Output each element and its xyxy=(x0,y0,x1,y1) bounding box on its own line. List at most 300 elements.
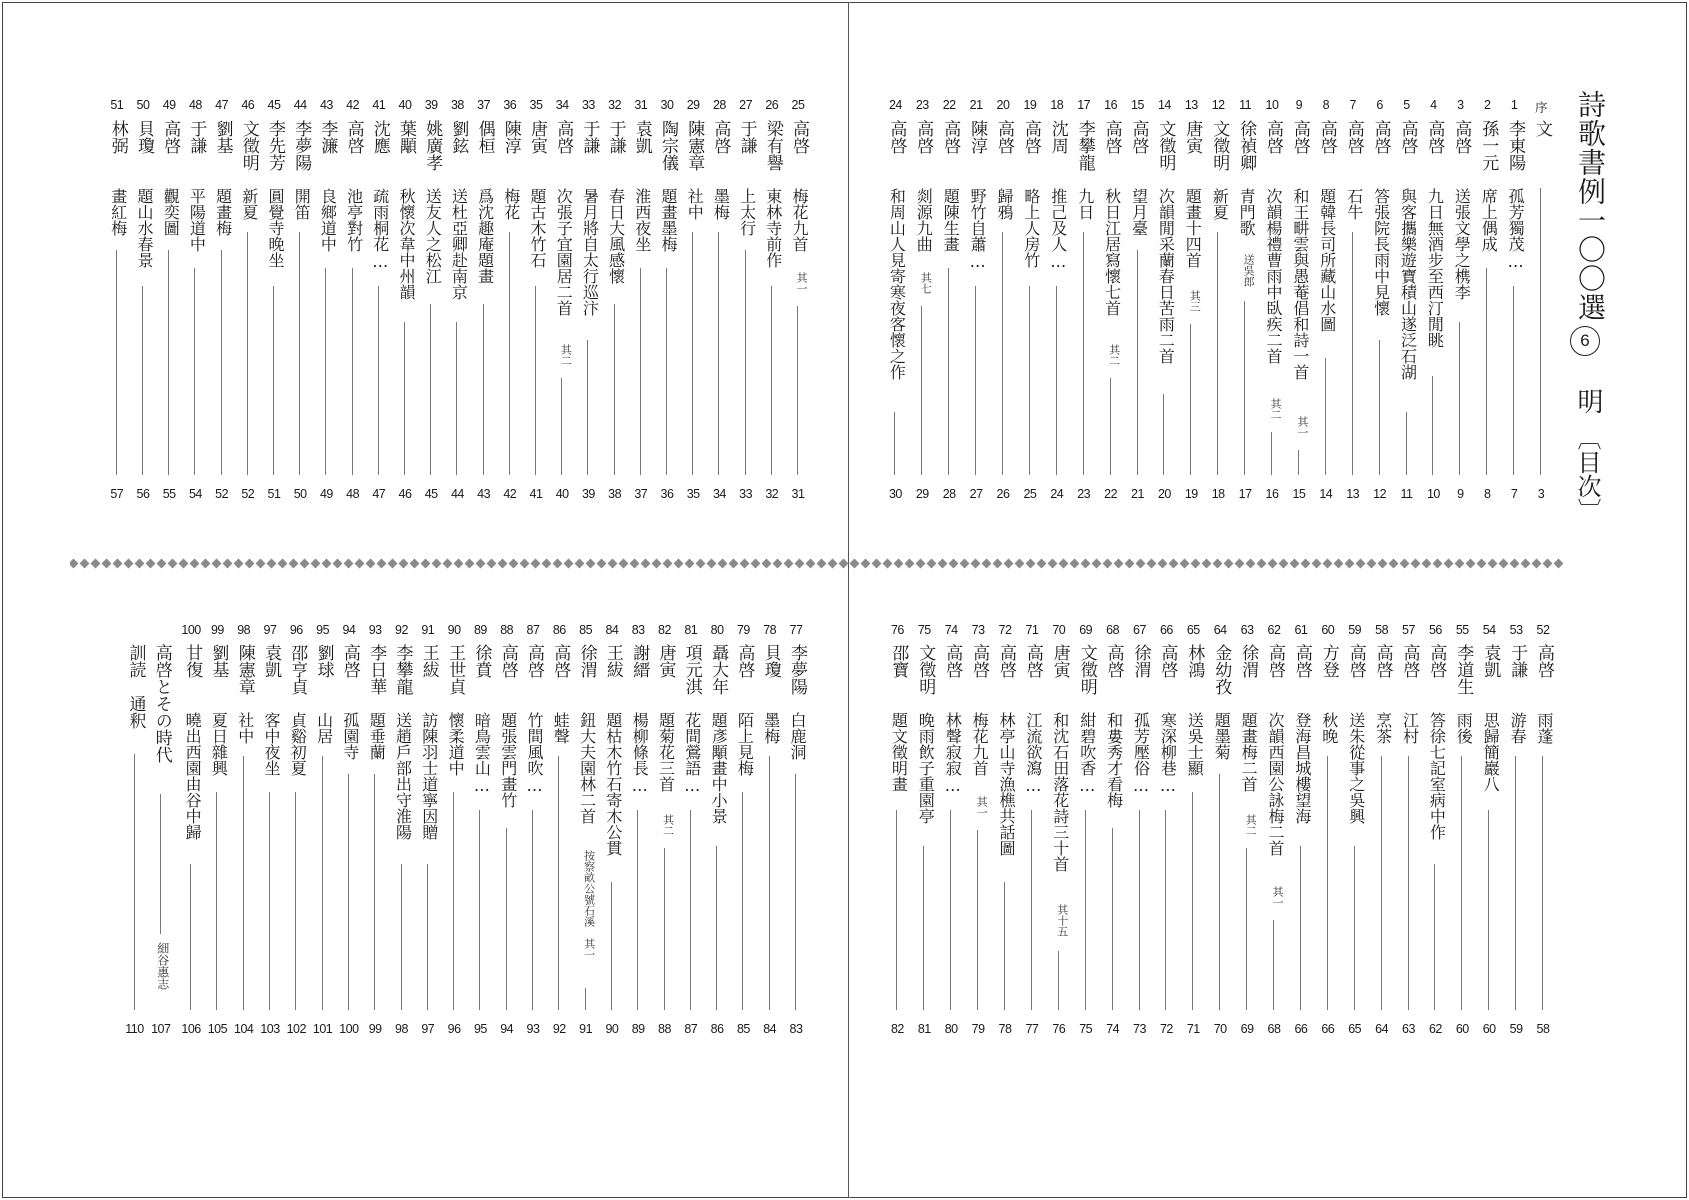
entry-author: 梁有譽 xyxy=(762,120,783,171)
entry-title: 孤芳壓俗… xyxy=(1131,712,1151,795)
entry-page: 24 xyxy=(1050,487,1064,501)
entry-title: 席上偶成 xyxy=(1479,188,1499,252)
entry-page: 41 xyxy=(529,487,543,501)
dot-leader xyxy=(1381,756,1382,1010)
entry-number: 43 xyxy=(319,98,333,112)
entry-title: 送張文學之槜李 xyxy=(1452,188,1472,300)
entry-author: 邵亨貞 xyxy=(287,644,308,695)
entry-number: 71 xyxy=(1025,623,1039,637)
entry-page: 8 xyxy=(1483,487,1491,501)
toc-entry[interactable] xyxy=(180,0,202,1200)
entry-author: 陳淳 xyxy=(500,120,521,154)
entry-author: 高啓 xyxy=(942,644,963,678)
entry-title: 林亭山寺漁樵共話圖 xyxy=(997,712,1016,856)
entry-author: 葉顒 xyxy=(396,120,416,154)
entry-page: 88 xyxy=(658,1022,671,1036)
entry-author: 李先芳 xyxy=(265,120,285,171)
entry-author: 李道生 xyxy=(1453,644,1474,695)
dot-leader xyxy=(190,864,191,1010)
entry-page: 81 xyxy=(917,1022,931,1036)
dot-leader xyxy=(1461,756,1462,1010)
entry-note: 其一 xyxy=(975,796,989,818)
entry-title: 社中 xyxy=(685,188,705,220)
entry-author: 高啓 xyxy=(1291,644,1312,678)
entry-page: 28 xyxy=(942,487,956,501)
entry-number: 94 xyxy=(342,623,356,637)
toc-entry[interactable] xyxy=(1048,0,1070,1200)
entry-page: 10 xyxy=(1426,487,1440,501)
entry-number: 1 xyxy=(1510,98,1518,112)
toc-entry[interactable] xyxy=(206,0,228,1200)
entry-author: 高啓 xyxy=(1103,644,1124,678)
entry-number: 70 xyxy=(1052,623,1066,637)
toc-entry[interactable] xyxy=(1155,0,1177,1200)
entry-number: 48 xyxy=(188,98,202,112)
entry-author: 王紱 xyxy=(602,644,623,678)
entry-author: 偶桓 xyxy=(474,120,495,154)
entry-author: 高啓 xyxy=(1534,644,1554,678)
entry-author: 高啓 xyxy=(1157,644,1178,678)
entry-author: 甘復 xyxy=(182,644,203,678)
dot-leader xyxy=(1273,920,1274,1010)
entry-number: 44 xyxy=(293,98,307,112)
entry-title: 與客攜樂遊寶積山遂泛石湖 xyxy=(1398,188,1418,380)
dot-leader xyxy=(716,846,717,1010)
entry-author: 高啓 xyxy=(734,644,755,678)
toc-entry[interactable] xyxy=(1021,0,1043,1200)
toc-entry[interactable] xyxy=(124,0,146,1200)
entry-title: 客中夜坐 xyxy=(262,712,281,776)
toc-entry[interactable] xyxy=(785,0,807,1200)
entry-title: 開笛 xyxy=(292,188,312,220)
toc-entry[interactable] xyxy=(391,0,413,1200)
entry-title: 送朱從事之吳興 xyxy=(1346,712,1366,824)
toc-entry[interactable] xyxy=(522,0,544,1200)
toc-entry[interactable] xyxy=(680,0,705,1200)
toc-entry[interactable] xyxy=(759,0,781,1200)
toc-entry[interactable] xyxy=(1075,0,1097,1200)
entry-author: 袁凱 xyxy=(261,644,281,678)
entry-note: 其二 xyxy=(559,344,573,366)
toc-entry[interactable] xyxy=(1290,0,1312,1200)
entry-title: 梅花九首 xyxy=(970,712,990,776)
entry-number: 98 xyxy=(237,623,251,637)
entry-number: 12 xyxy=(1211,98,1225,112)
entry-page: 58 xyxy=(1536,1022,1550,1036)
entry-author: 高啓 xyxy=(1101,120,1122,154)
toc-entry[interactable] xyxy=(1182,0,1204,1200)
divider-diamond xyxy=(861,559,871,569)
dot-leader xyxy=(479,810,480,1010)
entry-author: 李夢陽 xyxy=(291,120,312,171)
toc-entry[interactable] xyxy=(1371,0,1393,1200)
entry-number: 33 xyxy=(581,98,595,112)
entry-page: 93 xyxy=(526,1022,540,1036)
entry-title: 寒深柳巷… xyxy=(1158,712,1178,795)
entry-number: 4 xyxy=(1430,98,1437,112)
dot-leader xyxy=(1300,846,1301,1010)
entry-number: 38 xyxy=(450,98,464,112)
entry-page: 65 xyxy=(1348,1022,1362,1036)
entry-number: 30 xyxy=(660,98,674,112)
entry-number: 62 xyxy=(1267,623,1281,637)
entry-page: 49 xyxy=(319,487,333,501)
toc-entry[interactable] xyxy=(150,0,172,1200)
divider-diamond xyxy=(850,559,860,569)
entry-page: 91 xyxy=(579,1022,593,1036)
entry-author: 項元淇 xyxy=(681,644,702,695)
dot-leader xyxy=(1354,846,1355,1010)
entry-number: 76 xyxy=(890,623,904,637)
entry-number: 99 xyxy=(210,623,224,637)
entry-number: 45 xyxy=(267,98,281,112)
entry-number: 15 xyxy=(1131,98,1144,112)
entry-author: 唐寅 xyxy=(1049,644,1070,678)
entry-number: 46 xyxy=(241,98,255,112)
entry-number: 3 xyxy=(1457,98,1464,112)
entry-number: 86 xyxy=(552,623,566,637)
entry-author: 劉基 xyxy=(208,644,229,678)
entry-number: 20 xyxy=(996,98,1010,112)
entry-number: 40 xyxy=(398,98,412,112)
entry-number: 13 xyxy=(1184,98,1198,112)
entry-page: 74 xyxy=(1106,1022,1120,1036)
toc-entry[interactable] xyxy=(469,0,491,1200)
entry-number: 41 xyxy=(372,98,386,112)
toc-entry[interactable] xyxy=(548,0,570,1200)
entry-title: 林聲寂寂… xyxy=(943,712,963,795)
book-spine xyxy=(848,2,849,1198)
toc-entry[interactable] xyxy=(1451,0,1473,1200)
entry-page: 95 xyxy=(473,1022,487,1036)
entry-title: 貞谿初夏 xyxy=(288,712,308,776)
entry-number: 7 xyxy=(1349,98,1356,112)
entry-author: 陳憲章 xyxy=(684,120,705,171)
entry-page: 44 xyxy=(450,487,464,501)
toc-entry[interactable] xyxy=(338,0,360,1200)
entry-page: 63 xyxy=(1402,1022,1415,1036)
entry-number: 18 xyxy=(1050,98,1064,112)
entry-number: 61 xyxy=(1294,623,1308,637)
entry-author: 文徵明 xyxy=(238,120,259,171)
entry-number: 10 xyxy=(1265,98,1279,112)
toc-entry[interactable] xyxy=(1102,0,1124,1200)
entry-number: 56 xyxy=(1428,623,1442,637)
entry-title: 野竹自蕭… xyxy=(968,188,988,271)
dot-leader xyxy=(585,988,586,1010)
entry-title: 和沈石田落花詩三十首 xyxy=(1050,712,1070,872)
entry-author: 高啓 xyxy=(1265,644,1285,678)
dot-leader xyxy=(1139,810,1140,1010)
entry-title: 暗鳥雲山… xyxy=(472,712,492,795)
entry-author: 于謙 xyxy=(579,120,600,154)
entry-page: 86 xyxy=(710,1022,724,1036)
entry-number: 5 xyxy=(1403,98,1410,112)
entry-note: 其二 xyxy=(1107,344,1121,366)
entry-page: 94 xyxy=(500,1022,514,1036)
toc-entry[interactable] xyxy=(575,0,600,1200)
entry-page: 80 xyxy=(944,1022,958,1036)
entry-author: 高啓 xyxy=(1372,644,1393,678)
entry-title: 題畫梅二首 xyxy=(1239,712,1259,792)
entry-title: 題枯木竹石寄木公貫 xyxy=(603,712,623,856)
entry-title: 次韻西園公詠梅二首 xyxy=(1266,712,1285,856)
dot-leader xyxy=(795,774,796,1010)
dot-leader xyxy=(1327,756,1328,1010)
toc-entry[interactable] xyxy=(601,0,623,1200)
entry-author: 袁凱 xyxy=(631,120,652,154)
entry-number: 96 xyxy=(289,623,303,637)
entry-page: 22 xyxy=(1104,487,1118,501)
toc-entry[interactable] xyxy=(940,0,962,1200)
entry-page: 100 xyxy=(339,1022,359,1036)
toc-entry[interactable] xyxy=(913,0,935,1200)
entry-page: 68 xyxy=(1267,1022,1281,1036)
entry-page: 9 xyxy=(1457,487,1464,501)
entry-author: 高啓 xyxy=(940,120,961,154)
dot-leader xyxy=(506,828,507,1010)
dot-leader xyxy=(1219,774,1220,1010)
entry-page: 42 xyxy=(503,487,517,501)
entry-title: 題菊花三首 xyxy=(656,712,676,792)
entry-number: 82 xyxy=(658,623,671,637)
entry-number: 97 xyxy=(263,623,277,637)
entry-page: 52 xyxy=(215,487,229,501)
dot-leader xyxy=(769,756,770,1010)
entry-number: 79 xyxy=(736,623,750,637)
dot-leader xyxy=(1515,756,1516,1010)
entry-number: 2 xyxy=(1483,98,1491,112)
dot-leader xyxy=(322,756,323,1010)
entry-author: 高啓とその時代 xyxy=(151,644,172,763)
entry-title: 春日大風感懷 xyxy=(606,188,626,284)
dot-leader xyxy=(1408,756,1409,1010)
toc-entry[interactable] xyxy=(1505,0,1527,1200)
entry-number: 53 xyxy=(1509,623,1523,637)
entry-page: 12 xyxy=(1373,487,1387,501)
toc-entry[interactable] xyxy=(654,0,676,1200)
entry-number: 8 xyxy=(1322,98,1330,112)
entry-number: 52 xyxy=(1536,623,1550,637)
entry-page: 20 xyxy=(1157,487,1171,501)
entry-number: 90 xyxy=(447,623,461,637)
entry-page: 13 xyxy=(1346,487,1360,501)
dot-leader xyxy=(216,792,217,1010)
toc-entry[interactable] xyxy=(1398,0,1420,1200)
entry-author: 于謙 xyxy=(605,120,626,154)
toc-entry[interactable] xyxy=(1317,0,1339,1200)
toc-entry[interactable] xyxy=(1129,0,1151,1200)
toc-entry[interactable] xyxy=(417,0,439,1200)
toc-entry[interactable] xyxy=(627,0,649,1200)
dot-leader xyxy=(269,792,270,1010)
entry-page: 47 xyxy=(372,487,386,501)
entry-page: 19 xyxy=(1184,487,1198,501)
entry-title: 秋日江居寫懷七首 xyxy=(1102,188,1122,316)
entry-title: 和周山人見寄寒夜客懷之作 xyxy=(887,188,907,380)
entry-title: 推己及人… xyxy=(1048,188,1068,271)
entry-author: 李日華 xyxy=(366,644,387,695)
entry-number: 66 xyxy=(1159,623,1173,637)
entry-page: 3 xyxy=(1537,487,1545,501)
entry-author: 陳淳 xyxy=(967,120,988,154)
entry-number: 39 xyxy=(424,98,438,112)
entry-page: 57 xyxy=(110,487,124,501)
entry-page: 64 xyxy=(1375,1022,1389,1036)
entry-page: 35 xyxy=(686,487,700,501)
entry-page: 70 xyxy=(1213,1022,1227,1036)
dot-leader xyxy=(1542,756,1543,1010)
entry-title: 次韻楊禮曹雨中臥疾二首 xyxy=(1264,188,1283,364)
entry-author: 謝縉 xyxy=(629,644,650,678)
toc-entry[interactable] xyxy=(443,0,465,1200)
entry-title: 秋晚 xyxy=(1319,712,1339,744)
dot-leader xyxy=(1246,848,1247,1010)
entry-number: 19 xyxy=(1023,98,1037,112)
entry-author: 高啓 xyxy=(996,644,1016,678)
entry-page: 16 xyxy=(1265,487,1279,501)
entry-page: 31 xyxy=(791,487,805,501)
essay-author: 細谷惠志 xyxy=(155,942,170,990)
entry-author: 高啓 xyxy=(497,644,518,678)
entry-page: 104 xyxy=(234,1022,254,1036)
entry-page: 102 xyxy=(286,1022,306,1036)
entry-number: 32 xyxy=(608,98,622,112)
entry-author: 高啓 xyxy=(1397,120,1418,154)
entry-page: 25 xyxy=(1023,487,1037,501)
entry-note: 其一 xyxy=(1295,416,1309,438)
entry-author: 王紱 xyxy=(418,644,439,678)
entry-page: 32 xyxy=(765,487,779,501)
entry-title: 剡源九曲 xyxy=(914,188,934,252)
entry-title: 梅花九首 xyxy=(790,188,809,252)
dot-leader xyxy=(1004,882,1005,1010)
entry-author: 高啓 xyxy=(1426,644,1447,678)
toc-entry[interactable] xyxy=(1532,0,1554,1200)
entry-page: 39 xyxy=(581,487,595,501)
entry-number: 34 xyxy=(555,98,569,112)
entry-author: 李攀龍 xyxy=(392,644,413,695)
entry-author: 高啓 xyxy=(339,644,360,678)
entry-author: 文徵明 xyxy=(1155,120,1176,171)
entry-page: 73 xyxy=(1133,1022,1146,1036)
toc-entry[interactable] xyxy=(312,0,334,1200)
entry-author: 高啓 xyxy=(710,120,731,154)
toc-entry[interactable] xyxy=(285,0,307,1200)
entry-title: 青門歌 xyxy=(1237,188,1257,236)
entry-author: 高啓 xyxy=(1263,120,1283,154)
entry-title: 題山水春景 xyxy=(135,188,154,268)
toc-entry[interactable] xyxy=(706,0,731,1200)
toc-entry[interactable] xyxy=(233,0,255,1200)
dot-leader xyxy=(923,846,924,1010)
entry-author: 高啓 xyxy=(1022,644,1043,678)
entry-number: 27 xyxy=(739,98,753,112)
toc-entry[interactable] xyxy=(496,0,518,1200)
toc-entry[interactable] xyxy=(967,0,989,1200)
dot-leader xyxy=(295,792,296,1010)
entry-page: 23 xyxy=(1077,487,1091,501)
entry-title: 竹間風吹… xyxy=(525,712,544,795)
entry-page: 72 xyxy=(1159,1022,1173,1036)
entry-author: 高啓 xyxy=(1128,120,1149,154)
entry-page: 103 xyxy=(260,1022,280,1036)
toc-entry[interactable] xyxy=(1263,0,1285,1200)
entry-title: 疏雨桐花… xyxy=(370,188,390,271)
entry-page: 51 xyxy=(267,487,281,501)
toc-entry[interactable] xyxy=(364,0,386,1200)
entry-title: 題張雲門畫竹 xyxy=(498,712,518,808)
entry-page: 18 xyxy=(1211,487,1225,501)
entry-note: 其七 xyxy=(919,272,933,294)
entry-note: 其一 xyxy=(1271,886,1284,908)
divider-diamond xyxy=(828,559,838,569)
toc-entry[interactable] xyxy=(732,0,754,1200)
entry-title: 江村 xyxy=(1400,712,1420,744)
toc-entry[interactable] xyxy=(886,0,908,1200)
entry-page: 101 xyxy=(312,1022,333,1036)
entry-note: 其二 xyxy=(661,814,675,836)
entry-title: 淮西夜坐 xyxy=(632,188,652,252)
entry-number: 65 xyxy=(1186,623,1200,637)
entry-title: 良鄉道中 xyxy=(318,188,338,252)
entry-author: 方登 xyxy=(1318,644,1339,678)
entry-title: 爲沈趣庵題畫 xyxy=(475,188,495,284)
toc-entry[interactable] xyxy=(994,0,1016,1200)
entry-author: 高啓 xyxy=(1020,120,1041,154)
entry-number: 88 xyxy=(500,623,514,637)
entry-note: 其三 xyxy=(1188,290,1202,312)
entry-title: 題彥顒畫中小景 xyxy=(709,712,729,824)
entry-page: 48 xyxy=(346,487,360,501)
entry-title: 題畫十四首 xyxy=(1183,188,1203,268)
dot-leader xyxy=(401,864,402,1010)
entry-note: 其二 xyxy=(1244,814,1258,836)
entry-title: 墨梅 xyxy=(761,712,781,744)
entry-title: 平陽道中 xyxy=(187,188,207,252)
entry-author: 高啓 xyxy=(913,120,934,154)
entry-author: 唐寅 xyxy=(1182,120,1203,154)
entry-title: 孤園寺 xyxy=(340,712,360,760)
toc-entry[interactable] xyxy=(1424,0,1446,1200)
entry-author: 高啓 xyxy=(1343,120,1364,154)
entry-number: 81 xyxy=(684,623,698,637)
entry-author: 高啓 xyxy=(1399,644,1420,678)
entry-page: 110 xyxy=(125,1022,144,1036)
toc-entry[interactable] xyxy=(1236,0,1258,1200)
toc-entry[interactable] xyxy=(1344,0,1366,1200)
entry-number: 22 xyxy=(942,98,956,112)
entry-author: 孫一元 xyxy=(1478,120,1499,171)
entry-page: 27 xyxy=(969,487,983,501)
entry-title: 紺碧吹香… xyxy=(1077,712,1097,795)
entry-title: 和王畊雲與愚菴倡和詩一首 xyxy=(1290,188,1310,380)
toc-entry[interactable] xyxy=(1209,0,1231,1200)
entry-author: 高啓 xyxy=(1370,120,1391,154)
entry-page: 107 xyxy=(151,1022,171,1036)
dot-leader xyxy=(1031,810,1032,1010)
entry-title: 白鹿洞 xyxy=(788,712,807,760)
entry-title: 上太行 xyxy=(737,188,757,236)
entry-number: 51 xyxy=(110,98,124,112)
toc-entry[interactable] xyxy=(259,0,281,1200)
toc-entry[interactable] xyxy=(1478,0,1500,1200)
entry-number: 24 xyxy=(888,98,902,112)
entry-number: 14 xyxy=(1157,98,1171,112)
entry-number: 72 xyxy=(998,623,1012,637)
entry-title: 送杜亞卿赴南京 xyxy=(449,188,469,300)
entry-note: 其一 xyxy=(795,272,808,294)
